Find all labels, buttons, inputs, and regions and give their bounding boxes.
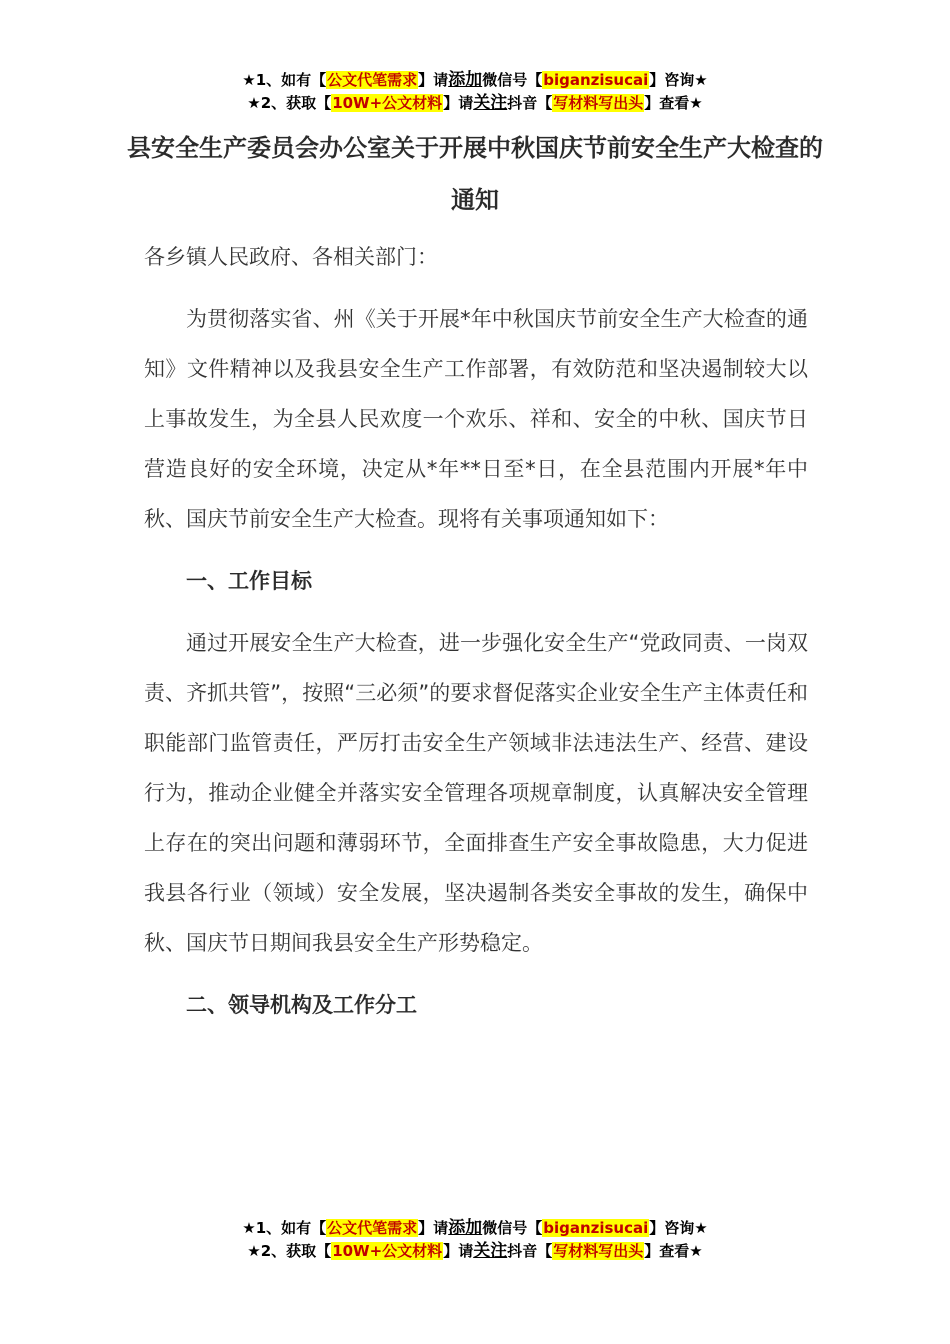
section-body-1: 通过开展安全生产大检查，进一步强化安全生产“党政同责、一岗双责、齐抓共管”，按照“三必须”的要求督促落实企业安全生产主体责任和职能部门监管责任，严厉打击安全生产领域非法违法生产、经营、建设行为，推动企业健全并落实安全管理各项规章制度，认真解决安全管理上存在的突出问题和薄弱环节，全面排查生产安全事故隐患，大力促进我县各行业（领域）安全发展，坚决遏制各类安全事故的发生，确保中秋、国庆节日期间我县安全生产形势稳定。 <box>144 631 808 955</box>
banner-text: ★2、获取【 <box>247 1242 332 1260</box>
banner-highlight: 公文代笔需求 <box>327 71 418 89</box>
banner-line-1 <box>0 1217 950 1240</box>
banner-text: 】查看★ <box>644 94 703 112</box>
banner-emphasis: 关注 <box>473 1241 508 1261</box>
banner-emphasis: 添加 <box>448 70 483 90</box>
banner-text: 微信号【 <box>482 71 543 89</box>
salutation: 各乡镇人民政府、各相关部门： <box>144 245 438 269</box>
document-body <box>144 232 808 1030</box>
banner-highlight: 公文代笔需求 <box>327 1219 418 1237</box>
banner-highlight: 写材料写出头 <box>553 94 644 112</box>
banner-text: 】查看★ <box>644 1242 703 1260</box>
intro-paragraph: 为贯彻落实省、州《关于开展*年中秋国庆节前安全生产大检查的通知》文件精神以及我县安全生产工作部署，有效防范和坚决遏制较大以上事故发生，为全县人民欢度一个欢乐、祥和、安全的中秋、国庆节日营造良好的安全环境，决定从*年**日至*日，在全县范围内开展*年中秋、国庆节前安全生产大检查。现将有关事项通知如下： <box>144 307 808 531</box>
banner-line-2 <box>0 1240 950 1263</box>
banner-text: 微信号【 <box>482 1219 543 1237</box>
banner-text: 】请 <box>418 71 449 89</box>
bottom-banner <box>0 1217 950 1263</box>
banner-text: 】咨询★ <box>649 1219 708 1237</box>
banner-highlight: 10W+公文材料 <box>332 1242 443 1260</box>
top-banner <box>0 69 950 115</box>
banner-text: 】请 <box>443 94 474 112</box>
banner-line-1 <box>0 69 950 92</box>
banner-highlight: 写材料写出头 <box>553 1242 644 1260</box>
section-heading-2: 二、领导机构及工作分工 <box>186 993 417 1017</box>
banner-text: 】请 <box>443 1242 474 1260</box>
banner-text: 抖音【 <box>507 94 553 112</box>
banner-emphasis: 关注 <box>473 93 508 113</box>
banner-highlight: 10W+公文材料 <box>332 94 443 112</box>
banner-text: 抖音【 <box>507 1242 553 1260</box>
section-heading-1: 一、工作目标 <box>186 569 312 593</box>
banner-text: 】咨询★ <box>649 71 708 89</box>
banner-emphasis: 添加 <box>448 1218 483 1238</box>
banner-text: ★1、如有【 <box>242 1219 327 1237</box>
banner-line-2 <box>0 92 950 115</box>
banner-highlight: biganzisucai <box>543 71 649 89</box>
banner-text: ★2、获取【 <box>247 94 332 112</box>
document-title: 县安全生产委员会办公室关于开展中秋国庆节前安全生产大检查的通知 <box>127 134 823 214</box>
banner-text: 】请 <box>418 1219 449 1237</box>
banner-text: ★1、如有【 <box>242 71 327 89</box>
banner-highlight: biganzisucai <box>543 1219 649 1237</box>
